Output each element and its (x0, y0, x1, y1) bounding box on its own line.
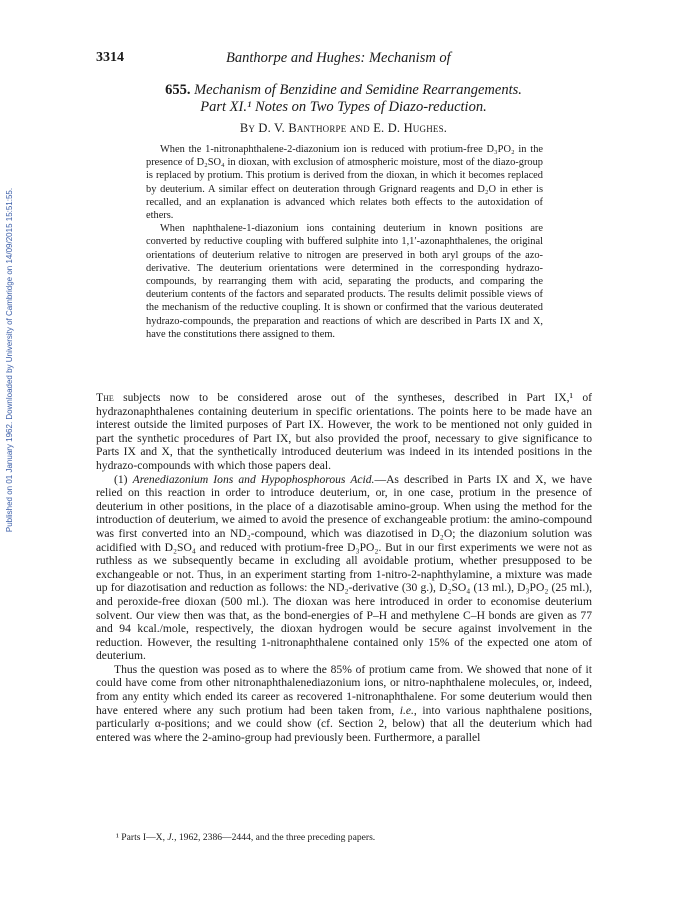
download-notice-text: Published on 01 January 1962. Downloaded by University of Cambridge on 14/09/2015 15:51:55. (5, 187, 14, 533)
abstract-paragraph-1: When the 1-nitronaphthalene-2-diazonium ion is reduced with protium-free D₃PO₂ in the presence of D₂SO₄ in dioxan, with exclusion of atmospheric moisture, most of the diazo-group is replaced by protium. This protium is derived from the dioxan, in which it becomes replaced by deuterium. A similar effect on deuteration through Grignard reagents and D₂O in ether is recalled, and an explanation is advanced which relates both effects to the autoxidation of ethers. (146, 144, 543, 222)
page-header (96, 50, 591, 70)
body-paragraph-1 (96, 391, 592, 473)
body-paragraph-3-text-a: Thus the question was posed as to where the 85% of protium came from. We showed that none of it could have come from other nitronaphthalenediazonium ions, or nitro-naphthalene molecules, or, indeed, from any entity which ended its career as recovered 1-nitronaphthalene. For some deuterium would then have entered where any such protium had been taken from, (96, 662, 592, 717)
article-title-line-2: Part XI.¹ Notes on Two Types of Diazo-reduction. (200, 99, 487, 115)
abstract-paragraph-2: When naphthalene-1-diazonium ions containing deuterium in known positions are converted by reductive coupling with buffered sulphite into 1,1′-azonaphthalenes, the original orientations of deuterium relative to nitrogen are preserved in both aryl groups of the azo-derivative. The deuterium orientations were determined in the corresponding hydrazo-compounds, by rearranging them with acid, separating the products, and comparing the deuterium contents of the factors and separated products. The results delimit possible views of the mechanism of the reductive coupling. It is shown or confirmed that the various deuterated hydrazo-compounds, the preparation and reactions of which are described in Parts IX and X, have the constitutions there assigned to them. (146, 223, 543, 340)
download-notice-sidebar (2, 140, 14, 580)
article-title-main: Mechanism of Benzidine and Semidine Rearrangements. (194, 82, 522, 98)
footnote-text-b: , 1962, 2386—2444, and the three preceding papers. (174, 832, 376, 843)
author-line: By D. V. Banthorpe and E. D. Hughes. (239, 121, 448, 135)
body-paragraph-1-lead: The (96, 391, 114, 404)
article-number: 655. (165, 82, 191, 98)
body-paragraph-2 (96, 473, 592, 663)
body-paragraph-3-text-b: , into various naphthalene positions, particularly α-positions; and we could show (cf. Section 2, below) that all the deuterium which had entered was where the 2-amino-group had previously been. Furthermore, a parallel (96, 703, 592, 744)
article-title-line-1 (96, 82, 591, 99)
footnote-mark: ¹ (116, 832, 119, 843)
footnote-journal: J. (167, 832, 175, 843)
body-paragraph-3 (96, 663, 592, 745)
page-number: 3314 (96, 50, 124, 65)
body-text (96, 391, 592, 744)
body-paragraph-3-ie: i.e. (399, 703, 414, 717)
footnote (116, 832, 586, 844)
section-number: (1) (114, 472, 133, 486)
footnote-text-a: Parts I—X, (118, 832, 168, 843)
article-title-block (96, 82, 591, 136)
body-paragraph-2-text: —As described in Parts IX and X, we have relied on this reaction in order to introduce deuterium, or, in one case, protium in the presence of deuterium in other positions, in the place of a diazotisable amino-group. When using the method for the introduction of deuterium, we aimed to avoid the presence of exchangeable protium: the amino-compound was first converted into an ND₂-compound, which was diazotised in D₂O; the diazonium solution was acidified with D₂SO₄ and reduced with protium-free D₃PO₂. But in our first experiments we were not as ruthless as we subsequently became in excluding all avoidable protium, whether presupposed to be exchangeable or not. Thus, in an experiment starting from 1-nitro-2-naphthylamine, a mixture was made up for diazotisation and reduction as follows: the ND₂-derivative (30 g.), D₂SO₄ (13 ml.), D₃PO₂ (25 ml.), and peroxide-free dioxan (500 ml.). The dioxan was here introduced in order to economise deuterium solvent. Our view then was that, as the bond-energies of P–H and methylene C–H bonds are given as 77 and 94 kcal./mole, respectively, the dioxan hydrogen would be secure against involvement in the reduction. However, the resulting 1-nitronaphthalene contained only 15% of the expected one atom of deuterium. (96, 472, 592, 663)
abstract (146, 143, 543, 341)
body-paragraph-1-text: subjects now to be considered arose out of the syntheses, described in Part IX,¹ of hydrazonaphthalenes containing deuterium in specific orientations. The points here to be made have an interest outside the limited purposes of Part IX. However, the work to be mentioned not only guided in part the synthetic procedures of Part IX, but also provided the proof, necessary to give significance to Parts IX and X, that the synthetically introduced deuterium was indeed in its intended positions in the hydrazo-compounds with which those papers deal. (96, 391, 592, 472)
section-heading: Arenediazonium Ions and Hypophosphorous Acid. (132, 472, 375, 486)
running-head: Banthorpe and Hughes: Mechanism of (226, 50, 451, 66)
